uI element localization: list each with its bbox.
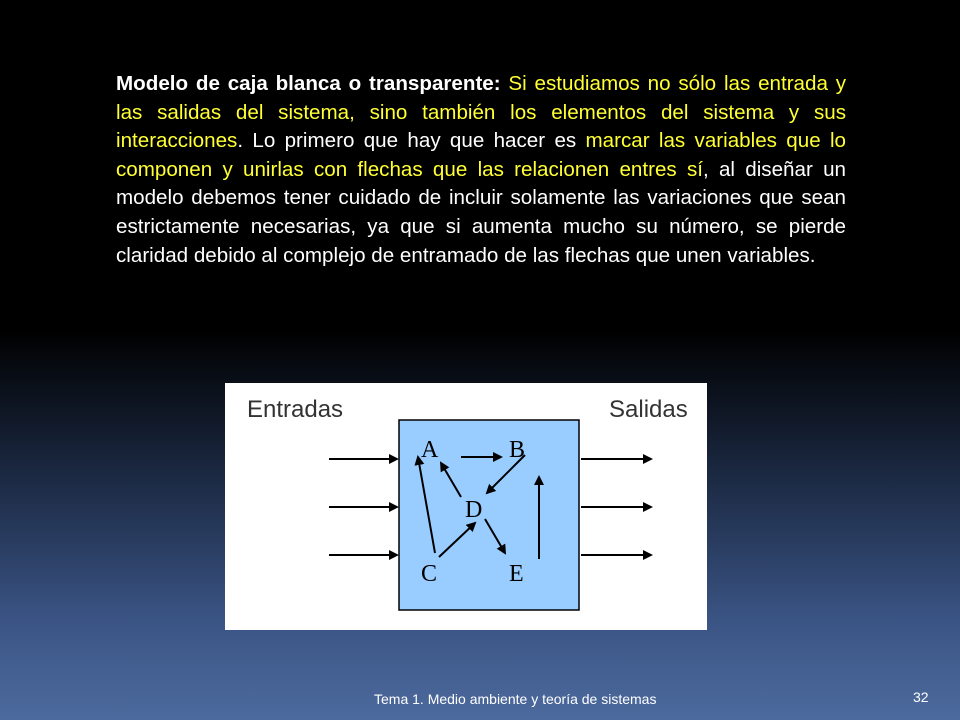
node-e: E bbox=[509, 561, 524, 587]
paragraph-highlight-2: marcar las variables que lo componen y unirlas con flechas que las relacionen entres sí bbox=[116, 129, 846, 181]
node-c: C bbox=[421, 561, 438, 587]
inputs-label: Entradas bbox=[247, 396, 344, 423]
node-a: A bbox=[421, 437, 439, 463]
node-b: B bbox=[509, 437, 526, 463]
paragraph-text-2: , al diseñar un modelo debemos tener cuidado de incluir solamente las variaciones que sean estrictamente necesarias, ya que si aumenta mucho su número, se pierde claridad debido al complejo de entramado de las flechas que unen variables. bbox=[116, 157, 846, 267]
paragraph-text-1: . Lo primero que hay que hacer es bbox=[237, 129, 586, 153]
paragraph-heading: Modelo de caja blanca o transparente: bbox=[116, 72, 501, 95]
footer-title: Tema 1. Medio ambiente y teoría de sistemas bbox=[374, 691, 657, 707]
outputs-label: Salidas bbox=[609, 396, 688, 423]
slide-paragraph bbox=[116, 70, 846, 270]
page-number: 32 bbox=[913, 689, 929, 705]
white-box-model-diagram bbox=[225, 383, 707, 630]
paragraph-highlight-1: Si estudiamos no sólo las entrada y las salidas del sistema, sino también los elementos del sistema y sus interacciones bbox=[116, 72, 847, 153]
node-d: D bbox=[465, 497, 483, 523]
